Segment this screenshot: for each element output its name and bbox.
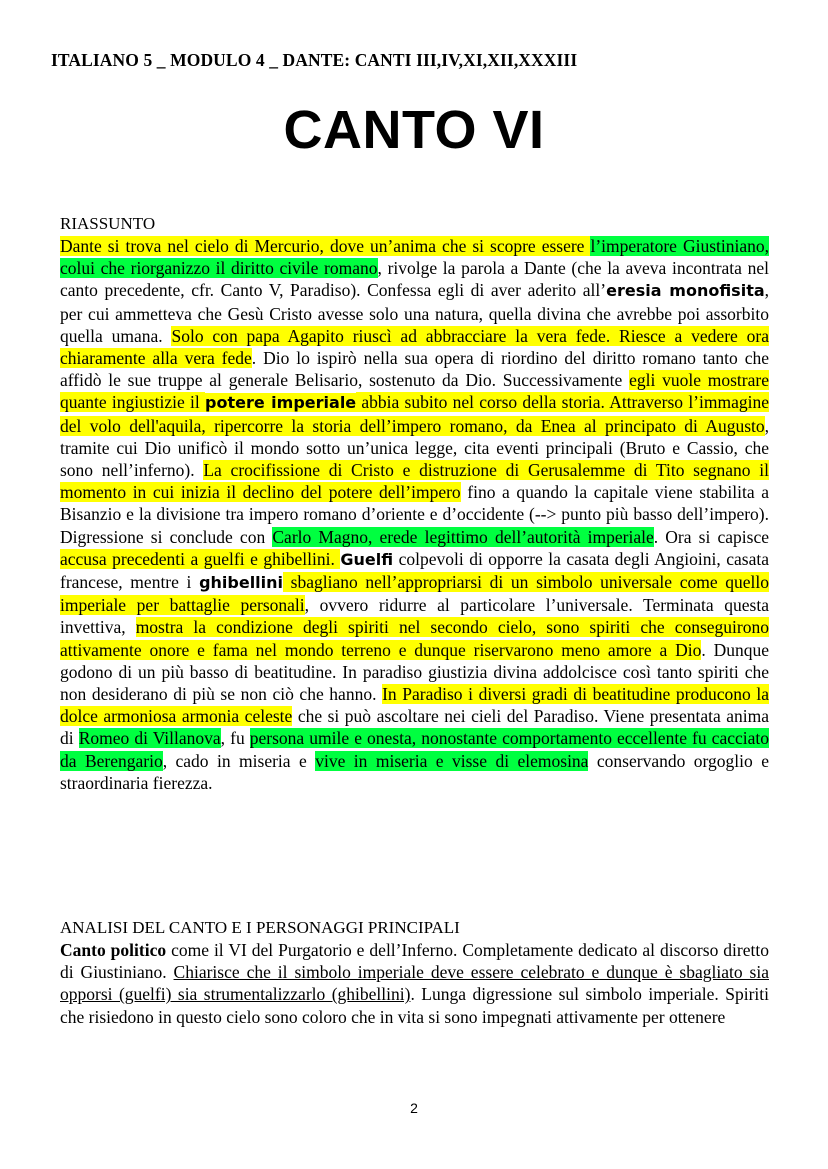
highlight-green: Carlo Magno, erede legittimo dell’autorità imperiale [272,526,654,547]
highlight-yellow: Solo con papa Agapito riuscì ad abbracciare la vera fede. Riesce a vedere ora chiaramente alla vera fede [60,325,769,369]
highlight-yellow: abbia subito nel corso della storia. Attraverso l’immagine del volo dell'aquila, ripercorre la storia dell’impero romano, da Enea al principato di Augusto [60,392,769,436]
highlight-yellow: mostra la condizione degli spiriti nel secondo cielo, sono spiriti che conseguirono attivamente onore e fama nel mondo terreno e dunque riservarono meno amore a Dio [60,617,769,660]
highlight-green: persona umile e onesta, nonostante comportamento eccellente fu cacciato da Berengario [60,728,769,771]
text-run: , fu [220,728,250,749]
page-title: CANTO VI [283,100,545,160]
bold-term: Guelfi [340,549,394,569]
bold-term: Canto politico [60,940,167,960]
underlined-text: Chiarisce che il simbolo imperiale deve essere celebrato e dunque è sbagliato sia opporsi (guelfi) sia strumentalizzarlo (ghibellini) [60,962,769,1005]
text-run: fino a quando la capitale viene stabilita a Bisanzio e la divisione tra impero romano d’oriente e d’occidente (--> punto più basso dell’impero). Digressione si conclude con [60,482,769,547]
text-run: , cado in miseria e [162,750,316,771]
text-run: colpevoli di opporre la casata degli Angioini, casata francese, mentre i [60,548,769,593]
summary-heading: RIASSUNTO [60,214,156,233]
summary-paragraph [60,235,769,794]
text-run: , ovvero ridurre al particolare l’universale. Terminata questa invettiva, [60,595,769,638]
text-run: che si può ascoltare nei cieli del Paradiso. Viene presentata anima di [60,706,769,749]
text-run: , tramite cui Dio unificò il mondo sotto un’unica legge, cita eventi principali (Bruto e Cassio, che sono nell’inferno). [60,415,769,481]
text-run: conservando orgoglio e straordinaria fierezza. [60,750,769,793]
bold-term: eresia monofisita [606,281,765,301]
highlight-green: l’imperatore Giustiniano, colui che riorganizzo il diritto civile romano [60,236,769,279]
text-run: , per cui ammetteva che Gesù Cristo avesse solo una natura, quella divina che avrebbe poi assorbito quella umana. [60,280,770,346]
analysis-heading: ANALISI DEL CANTO E I PERSONAGGI PRINCIPALI [60,918,460,937]
document-header: ITALIANO 5 _ MODULO 4 _ DANTE: CANTI III,IV,XI,XII,XXXIII [51,50,578,70]
highlight-green: vive in miseria e visse di elemosina [315,750,589,771]
highlight-yellow: Dante si trova nel cielo di Mercurio, dove un’anima che si scopre essere [60,236,591,256]
text-run: . Ora si capisce [653,526,769,547]
analysis-paragraph [60,939,769,1028]
text-run: . Dunque godono di un più basso di beatitudine. In paradiso giustizia divina addolcisce così tanto spiriti che non desiderano di più se non ciò che hanno. [60,639,770,705]
highlight-yellow: egli vuole mostrare quante ingiustizie il [60,370,769,413]
highlight-yellow: In Paradiso i diversi gradi di beatitudine producono la dolce armoniosa armonia celeste [60,684,769,727]
highlight-yellow: La crocifissione di Cristo e distruzione di Gerusalemme di Tito segnano il momento in cui inizia il declino del potere dell’impero [60,460,769,503]
text-run: . Lunga digressione sul simbolo imperiale. Spiriti che risiedono in questo cielo sono coloro che in vita si sono impegnati attivamente per ottenere [60,984,770,1027]
bold-term: ghibellini [199,573,284,593]
summary-section [60,213,769,794]
text-run: come il VI del Purgatorio e dell’Inferno. Completamente dedicato al discorso diretto di Giustiniano. [60,940,769,983]
bold-term: potere imperiale [205,393,357,413]
highlight-green: Romeo di Villanova [78,728,221,749]
text-run: , rivolge la parola a Dante (che la aveva incontrata nel canto precedente, cfr. Canto V, Paradiso). Confessa egli di aver aderito all’ [60,258,769,301]
page-number: 2 [410,1100,418,1116]
highlight-yellow: accusa precedenti a guelfi e ghibellini. [60,548,341,569]
highlight-yellow: sbagliano nell’appropriarsi di un simbolo universale come quello imperiale per battaglie personali [60,572,769,616]
analysis-section [60,917,769,1028]
text-run: . Dio lo ispirò nella sua opera di riordino del diritto romano tanto che affidò le sue truppe al generale Belisario, sostenuto da Dio. Successivamente [60,348,769,391]
